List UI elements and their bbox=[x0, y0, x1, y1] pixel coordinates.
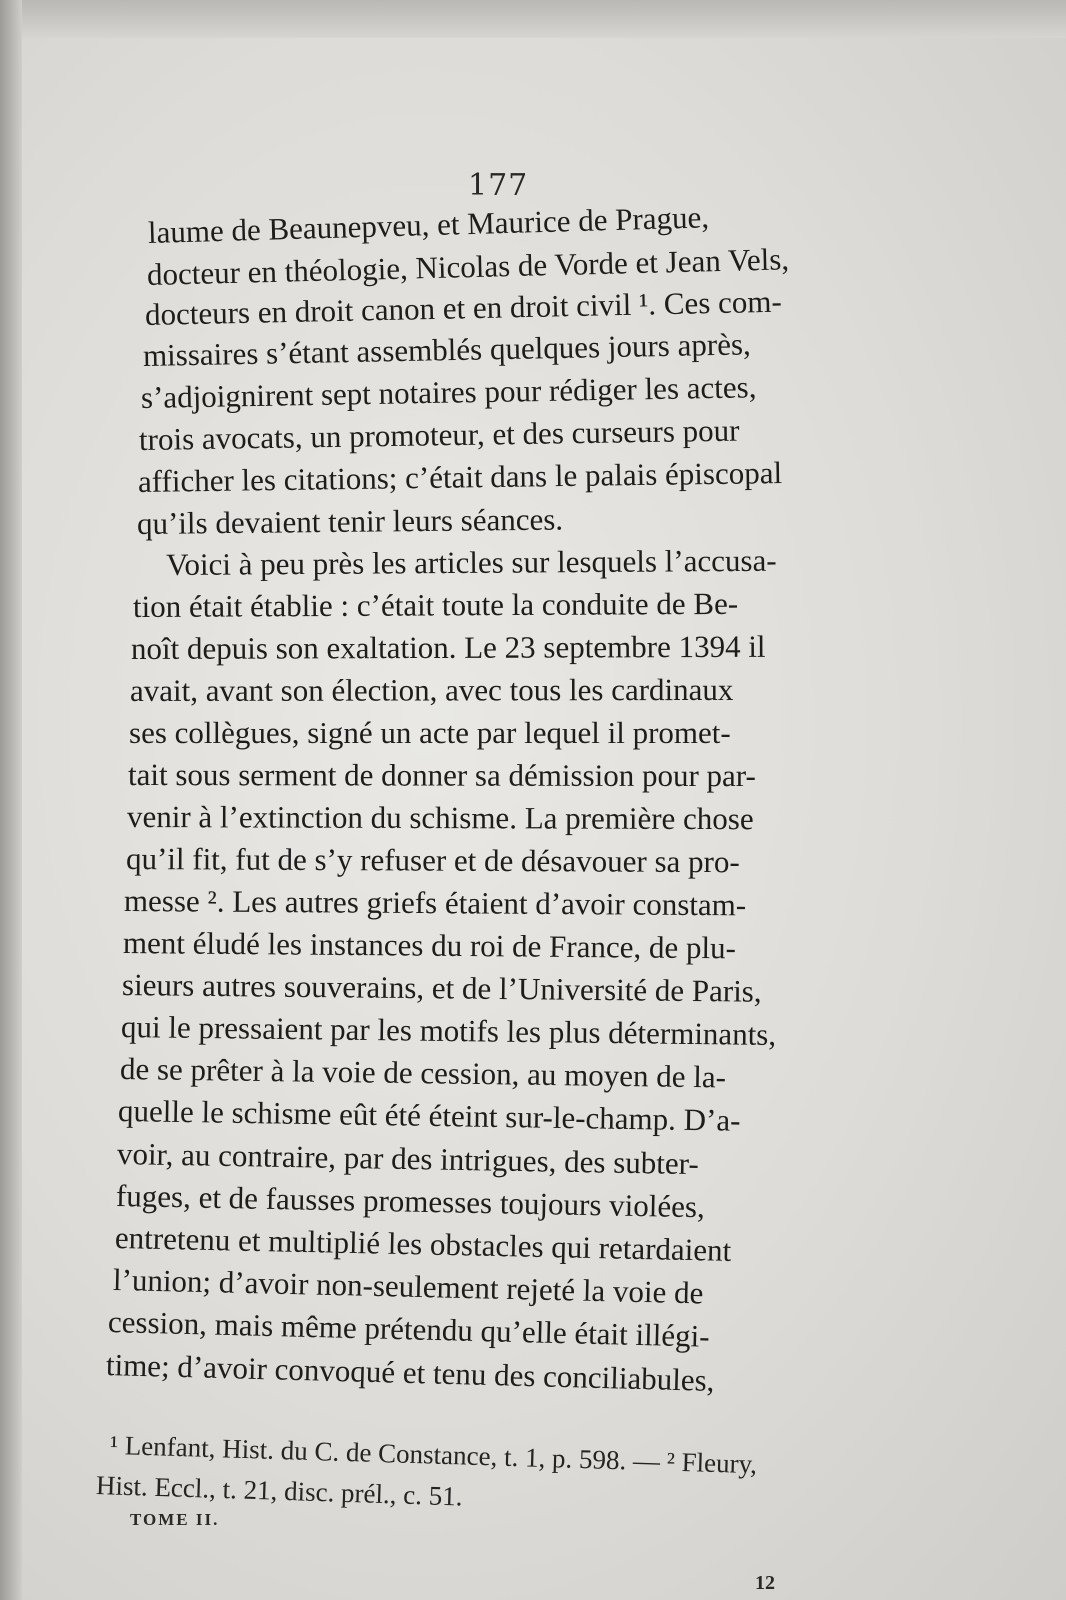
quire-number: 12 bbox=[755, 1572, 775, 1594]
text-line: de se prêter à la voie de cession, au moyen de la- bbox=[119, 1051, 727, 1095]
text-line: trois avocats, un promoteur, et des curseurs pour bbox=[138, 412, 740, 457]
text-line: cession, mais même prétendu qu’elle était illégi- bbox=[107, 1304, 710, 1354]
page-number: 177 bbox=[468, 168, 529, 203]
text-line: laume de Beaunepveu, et Maurice de Prague, bbox=[147, 199, 710, 250]
text-line: sieurs autres souverains, et de l’Université de Paris, bbox=[121, 967, 762, 1009]
text-line: quelle le schisme eût été éteint sur-le-champ. D’a- bbox=[117, 1093, 741, 1138]
signature-mark: TOME II. bbox=[130, 1510, 220, 1529]
text-line: Voici à peu près les articles sur lesquels l’accusa- bbox=[165, 542, 777, 582]
text-line: l’union; d’avoir non-seulement rejeté la voie de bbox=[112, 1262, 704, 1311]
text-line: voir, au contraire, par des intrigues, des subter- bbox=[116, 1136, 700, 1182]
text-line: venir à l’extinction du schisme. La première chose bbox=[126, 799, 754, 837]
text-line: docteurs en droit canon et en droit civil ¹. Ces com- bbox=[144, 283, 783, 332]
text-line: missaires s’étant assemblés quelques jours après, bbox=[142, 326, 752, 373]
text-line: noît depuis son exaltation. Le 23 septembre 1394 il bbox=[130, 628, 766, 666]
footnote-line: ¹ Lenfant, Hist. du C. de Constance, t. 1, p. 598. — ² Fleury, bbox=[109, 1430, 758, 1480]
text-line: messe ². Les autres griefs étaient d’avoir constam- bbox=[123, 883, 747, 923]
text-line: entretenu et multiplié les obstacles qui retardaient bbox=[114, 1220, 732, 1268]
text-line: time; d’avoir convoqué et tenu des conciliabules, bbox=[105, 1347, 715, 1398]
text-line: tait sous serment de donner sa démission pour par- bbox=[127, 757, 756, 794]
text-line: afficher les citations; c’était dans le palais épiscopal bbox=[137, 455, 783, 499]
text-line: fuges, et de fausses promesses toujours violées, bbox=[115, 1178, 706, 1225]
text-line: s’adjoignirent sept notaires pour rédiger les actes, bbox=[140, 369, 757, 415]
text-line: qui le pressaient par les motifs les plus déterminants, bbox=[120, 1009, 777, 1053]
text-line: avait, avant son élection, avec tous les cardinaux bbox=[129, 671, 734, 708]
text-line: qu’ils devaient tenir leurs séances. bbox=[136, 501, 564, 541]
text-line: docteur en théologie, Nicolas de Vorde et Jean Vels, bbox=[146, 241, 790, 292]
text-line: tion était établie : c’était toute la conduite de Be- bbox=[132, 585, 739, 624]
text-line: ses collègues, signé un acte par lequel il promet- bbox=[129, 715, 731, 750]
footnote-line: Hist. Eccl., t. 21, disc. prél., c. 51. bbox=[95, 1470, 463, 1512]
text-line: ment éludé les instances du roi de France, de plu- bbox=[122, 925, 737, 966]
text-line: qu’il fit, fut de s’y refuser et de désavouer sa pro- bbox=[125, 841, 740, 880]
